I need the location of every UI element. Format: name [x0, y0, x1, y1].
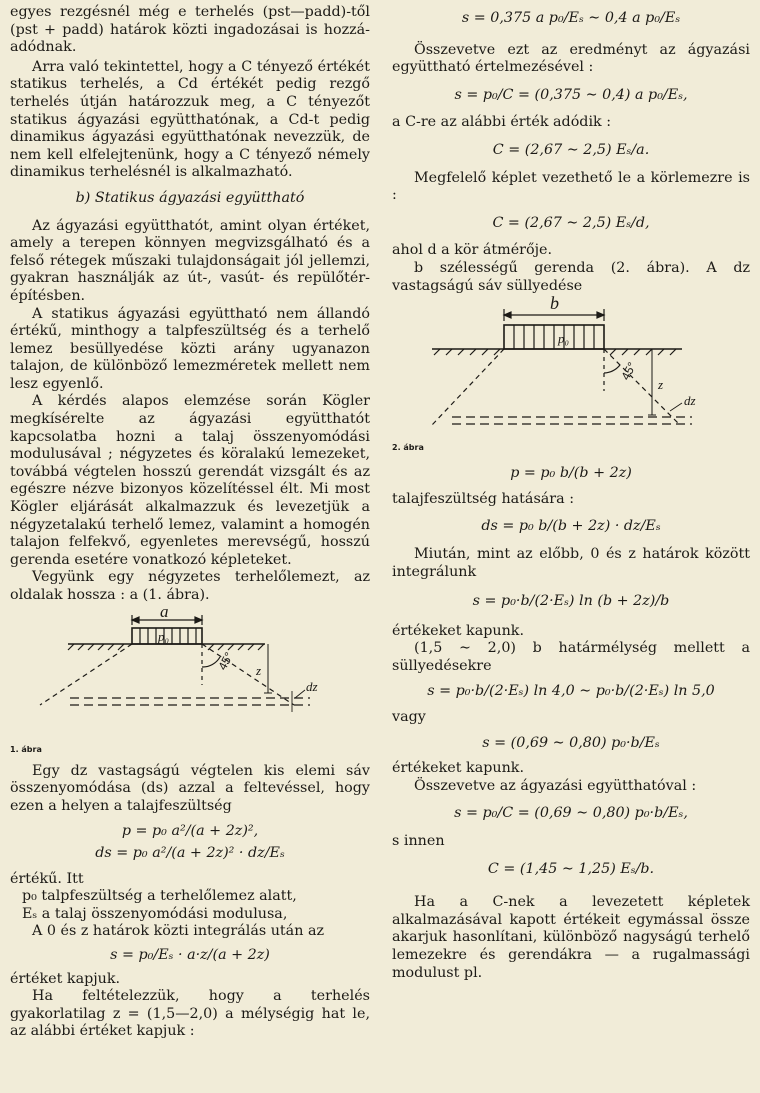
paragraph: Arra való tekintettel, hogy a C tényező értékét statikus terhelés, a Cd értékét pedig rezgő terhelés útján határozzuk meg, a C tényezőt statikus ágyazási együtthatónak, a Cd-t pedig dinamikus ágyazási együtthatónak nevezzük, de nem kell elfelejtenünk, hogy a C tényező némely dinamikus terhelésnél is alkalmazható.	[10, 58, 370, 181]
left-column	[10, 4, 370, 1041]
equation: s = (0,69 ∼ 0,80) p₀·b/Eₛ	[482, 734, 660, 751]
definition: Eₛ a talaj összenyomódási modulusa,	[22, 905, 288, 922]
paragraph: értéket kapjuk.	[10, 970, 121, 987]
figure-label: b	[550, 295, 559, 314]
equation: ds = p₀ a²/(a + 2z)² · dz/Eₛ	[95, 844, 285, 861]
figure-label: p₀	[558, 331, 570, 347]
figure-label: z	[256, 662, 262, 678]
paragraph: egyes rezgésnél még e terhelés (pst—padd)-től (pst + padd) határok közti ingadozásai is hozzá-adódnak.	[10, 4, 370, 56]
figure-label: 45°	[618, 359, 640, 383]
paragraph: b szélességű gerenda (2. ábra). A dz vastagságú sáv süllyedése	[392, 259, 750, 294]
paragraph: Megfelelő képlet vezethető le a körlemezre is :	[392, 169, 750, 204]
paragraph: vagy	[392, 709, 426, 726]
equation: s = p₀·b/(2·Eₛ) ln (b + 2z)/b	[472, 593, 670, 610]
paragraph: értékeket kapunk.	[392, 760, 525, 777]
equation: s = p₀/C = (0,69 ∼ 0,80) p₀·b/Eₛ,	[454, 805, 688, 822]
paragraph: A 0 és z határok közti integrálás után az	[32, 923, 325, 940]
equation: s = p₀/C = (0,375 ∼ 0,4) a p₀/Eₛ,	[454, 86, 688, 103]
figure-label: p₀	[158, 628, 170, 644]
paragraph: Összevetve ezt az eredményt az ágyazási együttható értelmezésével :	[392, 41, 750, 76]
definition: p₀ talpfeszültség a terhelőlemez alatt,	[22, 888, 297, 905]
paragraph: A kérdés alapos elemzése során Kögler megkísérelte az ágyazási együtthatót kapcsolatba hozni a talaj összenyomódási modulusával ; négyzetes és köralakú lemezeket, továbbá végtelen hosszú gerendát vizsgált és az egészre nézve bizonyos közelítéssel élt. Mi most Kögler eljárását alkalmazzuk és levezetjük a négyzetalakú terhelő lemez, valamint a homogén talajon felfekvő, egyenletes merevségű, hosszú gerenda esetére vonatkozó képleteket.	[10, 393, 370, 568]
equation: C = (2,67 ∼ 2,5) Eₛ/a.	[492, 141, 650, 158]
paragraph: (1,5 ∼ 2,0) b határmélység mellett a süllyedésekre	[392, 640, 750, 674]
figure-label: dz	[306, 678, 318, 694]
figure-caption: 2. ábra	[392, 443, 424, 453]
right-column	[392, 4, 750, 982]
equation: p = p₀ a²/(a + 2z)²,	[121, 823, 259, 840]
paragraph: értékeket kapunk.	[392, 622, 525, 639]
figure-label: a	[160, 604, 169, 621]
paragraph: ahol d a kör átmérője.	[392, 242, 553, 259]
figure-2	[392, 295, 750, 443]
equation: ds = p₀ b/(b + 2z) · dz/Eₛ	[481, 518, 661, 535]
equation: s = 0,375 a p₀/Eₛ ∼ 0,4 a p₀/Eₛ	[461, 10, 681, 26]
figure-label: dz	[684, 393, 696, 409]
paragraph: Ha feltételezzük, hogy a terhelés gyakorlatilag z = (1,5—2,0) a mélységig hat le, az alábbi értéket kapjuk :	[10, 988, 370, 1040]
figure-caption: 1. ábra	[10, 744, 42, 754]
figure-label: z	[658, 377, 664, 393]
equation: s = p₀·b/(2·Eₛ) ln 4,0 ∼ p₀·b/(2·Eₛ) ln 5,0	[427, 683, 715, 700]
figure-label: 45°	[215, 649, 237, 673]
equation: C = (1,45 ∼ 1,25) Eₛ/b.	[487, 860, 655, 877]
equation: C = (2,67 ∼ 2,5) Eₛ/d,	[492, 214, 650, 231]
paragraph: Ha a C-nek a levezetett képletek alkalmazásával kapott értékeit egymással össze akarjuk hasonlítani, különböző nagyságú terhelő lemezekre és gerendákra — a rugalmassági modulust pl.	[392, 894, 750, 981]
paragraph: Egy dz vastagságú végtelen kis elemi sáv összenyomódása (ds) azzal a feltevéssel, hogy ezen a helyen a talajfeszültség	[10, 762, 370, 814]
equation: s = p₀/Eₛ · a·z/(a + 2z)	[110, 946, 270, 963]
paragraph: értékű. Itt	[10, 870, 84, 887]
paragraph: A statikus ágyazási együttható nem állandó értékű, minthogy a talpfeszültség és a terhelő lemez besüllyedése közti arány ugyanazon talajon, de különböző lemezméretek mellett nem lesz egyenlő.	[10, 305, 370, 392]
paragraph: talajfeszültség hatására :	[392, 490, 575, 507]
section-heading: b) Statikus ágyazási együttható	[75, 189, 305, 206]
paragraph: a C-re az alábbi érték adódik :	[392, 114, 612, 131]
equation: p = p₀ b/(b + 2z)	[510, 465, 632, 482]
paragraph: Az ágyazási együtthatót, amint olyan értéket, amely a terepen könnyen megvizsgálható és a felső rétegek műszaki tulajdonságait jól jellemzi, gyakran használják az út-, vasút- és repülőtér-építésben.	[10, 217, 370, 304]
paragraph: Összevetve az ágyazási együtthatóval :	[414, 777, 697, 794]
paragraph: s innen	[392, 833, 445, 850]
paragraph: Vegyünk egy négyzetes terhelőlemezt, az oldalak hossza : a (1. ábra).	[10, 569, 370, 603]
figure-1	[10, 605, 370, 745]
paragraph: Miután, mint az előbb, 0 és z határok között integrálunk	[392, 545, 750, 580]
